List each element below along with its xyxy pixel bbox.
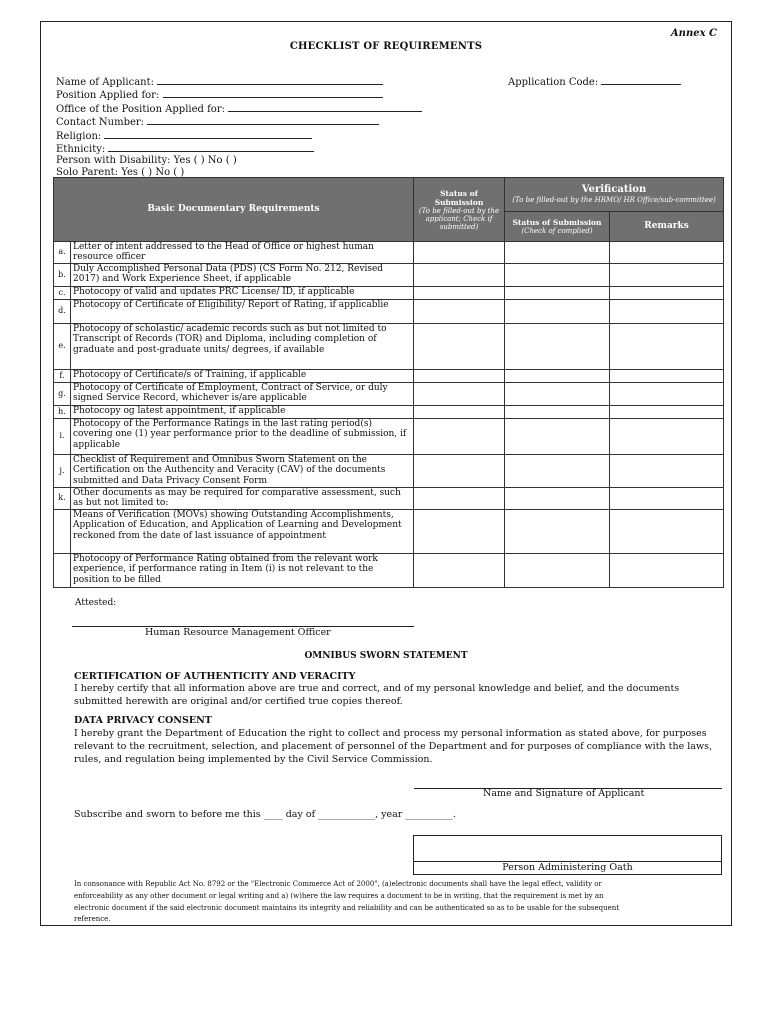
page-title: CHECKLIST OF REQUIREMENTS xyxy=(289,41,483,52)
row-remarks-cell[interactable] xyxy=(610,510,724,554)
table-row xyxy=(54,419,724,455)
header-v-status xyxy=(505,212,610,242)
row-status-cell[interactable] xyxy=(414,510,505,554)
row-letter: i. xyxy=(54,419,71,455)
row-remarks-cell[interactable] xyxy=(610,488,724,510)
row-letter: f. xyxy=(54,370,71,383)
oath-title: OMNIBUS SWORN STATEMENT xyxy=(304,651,468,661)
header-remarks: Remarks xyxy=(610,212,724,242)
table-row xyxy=(54,488,724,510)
row-letter: a. xyxy=(54,242,71,264)
row-requirement: Photocopy of scholastic/ academic records such as but not limited to Transcript of Records (TOR) and Diploma, including completion of graduate and post-graduate units/ degrees, if available xyxy=(71,324,414,370)
row-requirement: Means of Verification (MOVs) showing Outstanding Accomplishments, Application of Education, and Application of Learning and Development reckoned from the date of last issuance of appointment xyxy=(71,510,414,554)
header-status-label: Status of Submission xyxy=(434,188,484,207)
row-requirement: Duly Accomplished Personal Data (PDS) (CS Form No. 212, Revised 2017) and Work Experience Sheet, if applicable xyxy=(71,264,414,287)
office-field[interactable] xyxy=(228,102,422,112)
sworn-statement: Subscribe and sworn to before me this ____ day of ____________, year __________. xyxy=(74,809,456,820)
row-letter xyxy=(54,554,71,588)
row-requirement: Photocopy og latest appointment, if applicable xyxy=(71,406,414,419)
row-letter: b. xyxy=(54,264,71,287)
row-verify-cell[interactable] xyxy=(505,510,610,554)
table-row xyxy=(54,264,724,287)
header-status xyxy=(414,178,505,242)
data-privacy-text: I hereby grant the Department of Education the right to collect and process my personal information as stated above, for purposes relevant to the recruitment, selection, and placement of personnel of the Department and for purposes of compliance with the laws, rules, and regulation being implemented by the Civil Service Commission. xyxy=(74,728,712,765)
row-status-cell[interactable] xyxy=(414,300,505,324)
row-remarks-cell[interactable] xyxy=(610,324,724,370)
row-remarks-cell[interactable] xyxy=(610,455,724,488)
row-verify-cell[interactable] xyxy=(505,554,610,588)
applicant-signature-label: Name and Signature of Applicant xyxy=(483,788,645,799)
row-status-cell[interactable] xyxy=(414,324,505,370)
name-label: Name of Applicant: xyxy=(56,77,155,88)
row-requirement: Photocopy of Certificate/s of Training, if applicable xyxy=(71,370,414,383)
row-verify-cell[interactable] xyxy=(505,455,610,488)
header-status-note: (To be filled-out by the applicant; Check if submitted) xyxy=(418,206,500,231)
table-row xyxy=(54,324,724,370)
religion-field[interactable] xyxy=(104,129,312,139)
row-verify-cell[interactable] xyxy=(505,324,610,370)
row-letter: h. xyxy=(54,406,71,419)
row-remarks-cell[interactable] xyxy=(610,287,724,300)
row-requirement: Photocopy of Performance Rating obtained from the relevant work experience, if performance rating in Item (i) is not relevant to the position to be filled xyxy=(71,554,414,588)
position-label: Position Applied for: xyxy=(56,90,160,102)
table-row xyxy=(54,406,724,419)
header-verification xyxy=(505,178,724,212)
row-remarks-cell[interactable] xyxy=(610,406,724,419)
document-page xyxy=(40,21,732,926)
row-verify-cell[interactable] xyxy=(505,242,610,264)
row-letter: e. xyxy=(54,324,71,370)
row-requirement: Photocopy of the Performance Ratings in the last rating period(s) covering one (1) year performance prior to the deadline of submission, if applicable xyxy=(71,419,414,455)
oath-admin-label: Person Administering Oath xyxy=(502,862,633,873)
row-status-cell[interactable] xyxy=(414,287,505,300)
row-letter xyxy=(54,510,71,554)
row-remarks-cell[interactable] xyxy=(610,300,724,324)
religion-label: Religion: xyxy=(56,130,102,142)
office-label: Office of the Position Applied for: xyxy=(56,103,225,115)
row-requirement: Photocopy of valid and updates PRC License/ ID, if applicable xyxy=(71,287,414,300)
row-remarks-cell[interactable] xyxy=(610,264,724,287)
app-code-label: Application Code: xyxy=(508,77,599,88)
table-row xyxy=(54,370,724,383)
contact-label: Contact Number: xyxy=(56,117,145,129)
row-status-cell[interactable] xyxy=(414,419,505,455)
row-requirement: Other documents as may be required for comparative assessment, such as but not limited to: xyxy=(71,488,414,510)
pwd-line[interactable]: Person with Disability: Yes ( ) No ( ) xyxy=(56,155,237,167)
row-verify-cell[interactable] xyxy=(505,488,610,510)
row-verify-cell[interactable] xyxy=(505,300,610,324)
row-letter: k. xyxy=(54,488,71,510)
footnote: In consonance with Republic Act No. 8792 or the "Electronic Commerce Act of 2000", (a)electronic documents shall have the legal effect, validity or enforceability as any other document or legal writing and a) (w)here the law requires a document to be in writing, that the requirement is met by an electronic document if the said electronic document maintains its integrity and reliability and can be authenticated so as to be usable for the subsequent reference. xyxy=(74,880,620,924)
solo-parent-line[interactable]: Solo Parent: Yes ( ) No ( ) xyxy=(56,166,185,178)
row-letter: g. xyxy=(54,383,71,406)
verification-note: (To be filled-out by the HRMO/ HR Office/sub-committee) xyxy=(512,195,716,204)
attested-label: Attested: xyxy=(75,598,117,608)
verification-title: Verification xyxy=(581,184,647,196)
row-remarks-cell[interactable] xyxy=(610,419,724,455)
table-row xyxy=(54,554,724,588)
annex-label: Annex C xyxy=(670,28,717,39)
contact-field[interactable] xyxy=(147,115,379,125)
ethnicity-label: Ethnicity: xyxy=(56,144,106,156)
row-remarks-cell[interactable] xyxy=(610,554,724,588)
table-row xyxy=(54,300,724,324)
applicant-info xyxy=(56,75,422,178)
row-letter: j. xyxy=(54,455,71,488)
oath-admin-box[interactable] xyxy=(413,835,722,875)
data-privacy-heading: DATA PRIVACY CONSENT xyxy=(74,715,212,726)
header-v-status-label: Status of Submission xyxy=(512,218,602,227)
table-row xyxy=(54,510,724,554)
row-status-cell[interactable] xyxy=(414,455,505,488)
row-status-cell[interactable] xyxy=(414,383,505,406)
row-requirement: Checklist of Requirement and Omnibus Sworn Statement on the Certification on the Authencity and Veracity (CAV) of the documents submitted and Data Privacy Consent Form xyxy=(71,455,414,488)
table-row xyxy=(54,287,724,300)
row-verify-cell[interactable] xyxy=(505,370,610,383)
row-status-cell[interactable] xyxy=(414,242,505,264)
row-status-cell[interactable] xyxy=(414,264,505,287)
row-status-cell[interactable] xyxy=(414,488,505,510)
row-remarks-cell[interactable] xyxy=(610,383,724,406)
row-verify-cell[interactable] xyxy=(505,419,610,455)
row-status-cell[interactable] xyxy=(414,554,505,588)
requirements-table xyxy=(53,177,724,588)
row-status-cell[interactable] xyxy=(414,370,505,383)
row-remarks-cell[interactable] xyxy=(610,370,724,383)
certification-text: I hereby certify that all information above are true and correct, and of my personal knowledge and belief, and the documents submitted herewith are original and/or certified true copies thereof. xyxy=(74,683,680,707)
row-remarks-cell[interactable] xyxy=(610,242,724,264)
app-code-field[interactable] xyxy=(601,75,681,85)
position-field[interactable] xyxy=(163,88,383,98)
name-field[interactable] xyxy=(157,75,383,85)
row-requirement: Photocopy of Certificate of Employment, Contract of Service, or duly signed Service Record, whichever is/are applicable xyxy=(71,383,414,406)
row-verify-cell[interactable] xyxy=(505,383,610,406)
row-verify-cell[interactable] xyxy=(505,406,610,419)
table-row xyxy=(54,383,724,406)
row-letter: d. xyxy=(54,300,71,324)
table-row xyxy=(54,242,724,264)
header-v-status-note: (Check of complied) xyxy=(521,227,593,235)
ethnicity-field[interactable] xyxy=(108,142,314,152)
row-verify-cell[interactable] xyxy=(505,287,610,300)
certification-heading: CERTIFICATION OF AUTHENTICITY AND VERACITY xyxy=(74,671,356,682)
row-letter: c. xyxy=(54,287,71,300)
header-requirements: Basic Documentary Requirements xyxy=(54,178,414,242)
hrmo-label: Human Resource Management Officer xyxy=(145,627,331,638)
row-requirement: Photocopy of Certificate of Eligibility/ Report of Rating, if applicablie xyxy=(71,300,414,324)
row-requirement: Letter of intent addressed to the Head of Office or highest human resource officer xyxy=(71,242,414,264)
row-status-cell[interactable] xyxy=(414,406,505,419)
table-row xyxy=(54,455,724,488)
row-verify-cell[interactable] xyxy=(505,264,610,287)
